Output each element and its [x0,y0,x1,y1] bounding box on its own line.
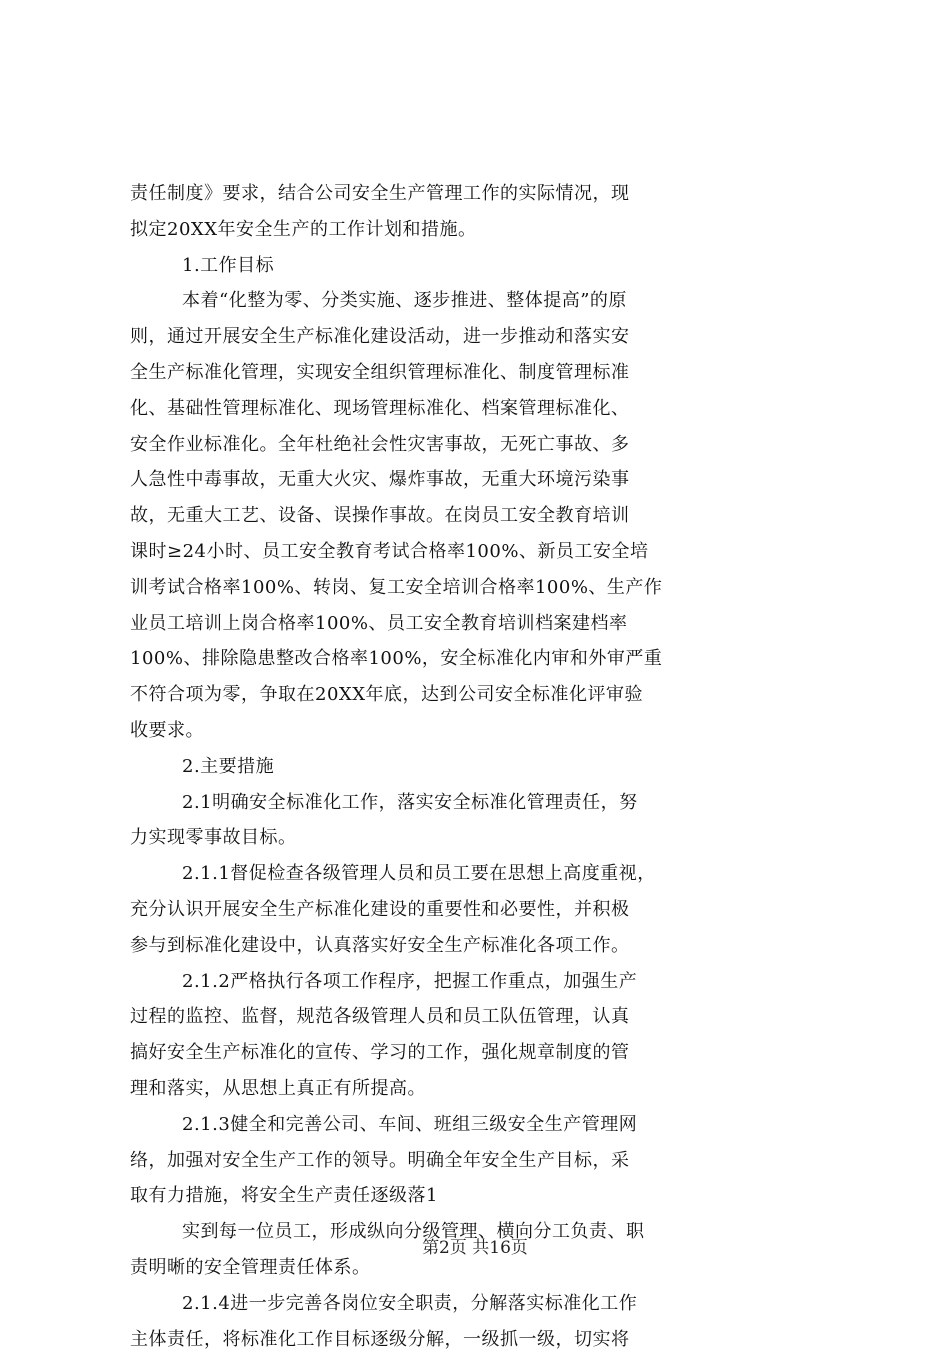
text-line: 100%、排除隐患整改合格率100%，安全标准化内审和外审严重 [130,641,830,677]
text-line: 化、基础性管理标准化、现场管理标准化、档案管理标准化、 [130,391,830,427]
text-line: 过程的监控、监督，规范各级管理人员和员工队伍管理，认真 [130,999,830,1035]
text-line: 2.1明确安全标准化工作，落实安全标准化管理责任，努 [130,785,830,821]
text-line: 主体责任，将标准化工作目标逐级分解，一级抓一级，切实将 [130,1322,830,1357]
document-body [130,176,830,1357]
text-line: 2.1.2严格执行各项工作程序，把握工作重点，加强生产 [130,964,830,1000]
text-line: 充分认识开展安全生产标准化建设的重要性和必要性，并积极 [130,892,830,928]
text-line: 络，加强对安全生产工作的领导。明确全年安全生产目标，采 [130,1143,830,1179]
text-line: 责任制度》要求，结合公司安全生产管理工作的实际情况，现 [130,176,830,212]
text-line: 理和落实，从思想上真正有所提高。 [130,1071,830,1107]
text-line: 取有力措施，将安全生产责任逐级落1 [130,1178,830,1214]
text-line: 拟定20XX年安全生产的工作计划和措施。 [130,212,830,248]
text-line: 训考试合格率100%、转岗、复工安全培训合格率100%、生产作 [130,570,830,606]
text-line: 收要求。 [130,713,830,749]
text-line: 2.1.4进一步完善各岗位安全职责，分解落实标准化工作 [130,1286,830,1322]
text-line: 本着“化整为零、分类实施、逐步推进、整体提高”的原 [130,283,830,319]
text-line: 搞好安全生产标准化的宣传、学习的工作，强化规章制度的管 [130,1035,830,1071]
text-line: 参与到标准化建设中，认真落实好安全生产标准化各项工作。 [130,928,830,964]
text-line: 课时≥24小时、员工安全教育考试合格率100%、新员工安全培 [130,534,830,570]
text-line: 全生产标准化管理，实现安全组织管理标准化、制度管理标准 [130,355,830,391]
text-line: 人急性中毒事故，无重大火灾、爆炸事故，无重大环境污染事 [130,462,830,498]
text-line: 责明晰的安全管理责任体系。 [130,1250,830,1286]
text-line: 不符合项为零，争取在20XX年底，达到公司安全标准化评审验 [130,677,830,713]
text-line: 安全作业标准化。全年杜绝社会性灾害事故，无死亡事故、多 [130,427,830,463]
page-footer: 第2页 共16页 [0,1237,950,1259]
text-line: 则，通过开展安全生产标准化建设活动，进一步推动和落实安 [130,319,830,355]
text-line: 业员工培训上岗合格率100%、员工安全教育培训档案建档率 [130,606,830,642]
text-line: 1.工作目标 [130,248,830,284]
text-line: 2.1.1督促检查各级管理人员和员工要在思想上高度重视， [130,856,830,892]
text-line: 实到每一位员工，形成纵向分级管理、横向分工负责、职 [130,1214,830,1250]
text-line: 2.1.3健全和完善公司、车间、班组三级安全生产管理网 [130,1107,830,1143]
text-line: 2.主要措施 [130,749,830,785]
text-line: 力实现零事故目标。 [130,820,830,856]
text-line: 故，无重大工艺、设备、误操作事故。在岗员工安全教育培训 [130,498,830,534]
